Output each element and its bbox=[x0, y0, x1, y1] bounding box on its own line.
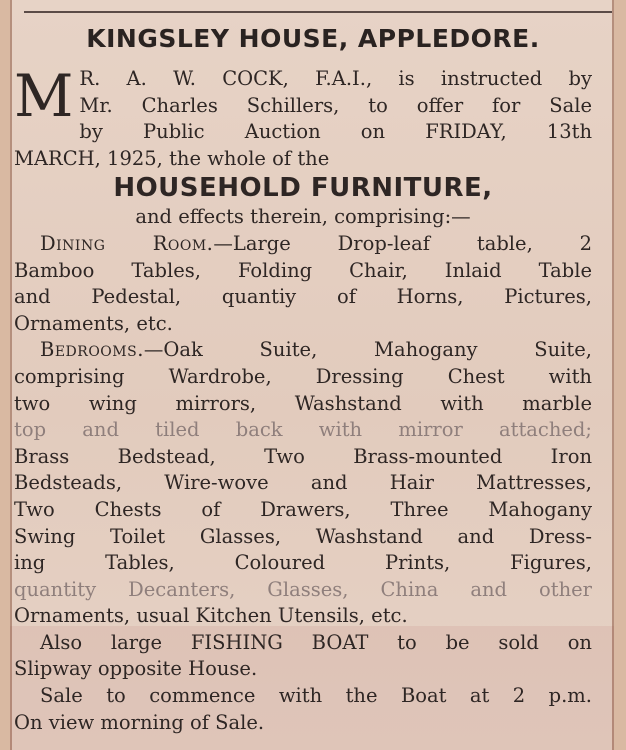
intro-line-3: by Public Auction on FRIDAY, 13th bbox=[79, 120, 592, 144]
bedrooms-line-11: Ornaments, usual Kitchen Utensils, etc. bbox=[14, 604, 408, 628]
bedrooms-line-6: Bedsteads, Wire-wove and Hair Mattresses, bbox=[14, 471, 592, 495]
bedrooms-line-5: Brass Bedstead, Two Brass-mounted Iron bbox=[14, 444, 592, 468]
fishing-boat-line-2: Slipway opposite House. bbox=[14, 657, 258, 681]
bedrooms-line-4: top and tiled back with mirror attached; bbox=[14, 418, 592, 442]
bedrooms-line-2: comprising Wardrobe, Dressing Chest with bbox=[14, 364, 592, 388]
intro-paragraph bbox=[14, 62, 592, 172]
dining-room-line-3: and Pedestal, quantiy of Horns, Pictures, bbox=[14, 285, 592, 309]
top-rule bbox=[24, 11, 612, 13]
bedrooms-line-1 bbox=[14, 337, 592, 364]
intro-line-1: R. A. W. COCK, F.A.I., is instructed by bbox=[79, 67, 592, 90]
bedrooms-line-10: quantity Decanters, Glasses, China and other bbox=[14, 577, 592, 601]
sale-start-line-2: On view morning of Sale. bbox=[14, 710, 265, 734]
advert-body bbox=[14, 62, 593, 736]
bedrooms-line-3: two wing mirrors, Washstand with marble bbox=[14, 391, 592, 415]
bedrooms-heading: Bedrooms. bbox=[40, 338, 144, 362]
bedrooms-line-9: ing Tables, Coloured Prints, Figures, bbox=[14, 551, 592, 575]
advert-headline: KINGSLEY HOUSE, APPLEDORE. bbox=[86, 24, 540, 53]
dining-room-line-1 bbox=[14, 231, 592, 258]
bedrooms-line-8: Swing Toilet Glasses, Washstand and Dress- bbox=[14, 524, 592, 548]
sale-start-line-1: Sale to commence with the Boat at 2 p.m. bbox=[40, 684, 592, 708]
intro-line-4: MARCH, 1925, the whole of the bbox=[14, 146, 330, 170]
dining-room-line-4: Ornaments, etc. bbox=[14, 311, 173, 335]
bedrooms-line-7: Two Chests of Drawers, Three Mahogany bbox=[14, 497, 592, 521]
dropcap-letter: M bbox=[14, 62, 74, 130]
dining-room-heading: Dining Room. bbox=[40, 231, 214, 255]
furniture-subheading: HOUSEHOLD FURNITURE, bbox=[113, 173, 493, 204]
bedrooms-text-1: —Oak Suite, Mahogany Suite, bbox=[143, 338, 592, 362]
dining-room-line-2: Bamboo Tables, Folding Chair, Inlaid Table bbox=[14, 258, 592, 282]
comprising-line: and effects therein, comprising:— bbox=[135, 205, 471, 229]
dining-room-text-1: —Large Drop-leaf table, 2 bbox=[213, 231, 593, 255]
fishing-boat-line-1: Also large FISHING BOAT to be sold on bbox=[40, 630, 592, 654]
intro-line-2: Mr. Charles Schillers, to offer for Sale bbox=[79, 93, 592, 117]
